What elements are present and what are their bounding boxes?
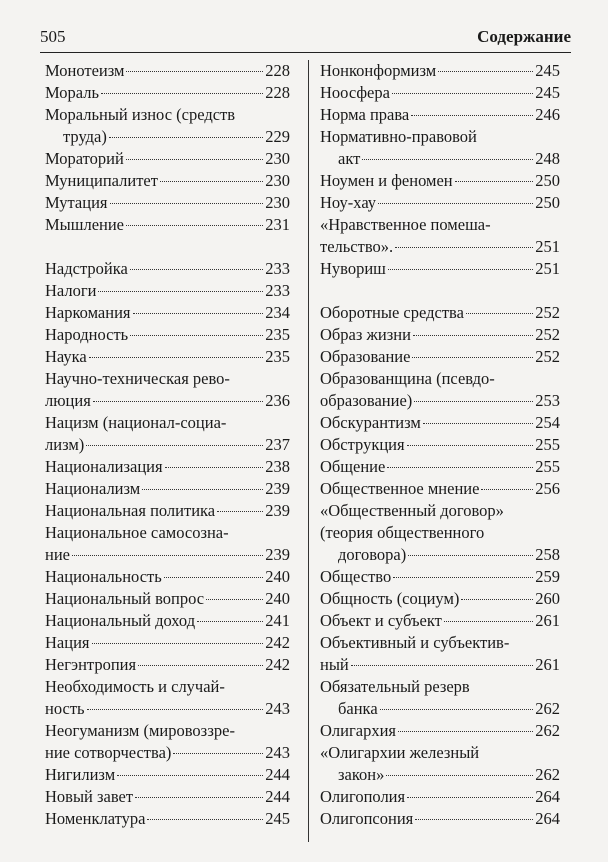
toc-page-number: 248	[535, 149, 560, 168]
toc-page-number: 262	[535, 699, 560, 718]
toc-entry	[45, 720, 290, 764]
dot-leader	[413, 335, 533, 336]
toc-entry-text: банка	[338, 699, 378, 718]
toc-entry	[320, 126, 560, 170]
toc-entry	[45, 764, 290, 786]
toc-entry	[320, 808, 560, 830]
dot-leader	[386, 775, 533, 776]
toc-entry-text: Общество	[320, 567, 392, 586]
toc-entry	[320, 412, 560, 434]
toc-entry-text: Общение	[320, 457, 386, 476]
toc-page-number: 261	[535, 611, 560, 630]
dot-leader	[438, 71, 533, 72]
toc-page-number: 239	[265, 545, 290, 564]
dot-leader	[197, 621, 263, 622]
toc-entry	[45, 786, 290, 808]
toc-entry-text: труда)	[63, 127, 107, 146]
dot-leader	[398, 731, 533, 732]
toc-page-number: 245	[265, 809, 290, 828]
dot-leader	[72, 555, 263, 556]
column-divider	[308, 60, 309, 842]
toc-entry-text: Нацизм (национал-социа-	[45, 413, 227, 432]
toc-entry-text: Образ жизни	[320, 325, 411, 344]
toc-entry-text: Негэнтропия	[45, 655, 137, 674]
toc-entry-text: закон»	[338, 765, 385, 784]
toc-entry-text: Научно-техническая рево-	[45, 369, 230, 388]
dot-leader	[109, 137, 263, 138]
toc-entry	[320, 434, 560, 456]
toc-entry-text: ние	[45, 545, 70, 564]
toc-entry-text: Ноу-хау	[320, 193, 377, 212]
toc-page-number: 241	[265, 611, 290, 630]
toc-entry-text: договора)	[338, 545, 407, 564]
toc-entry-text: Национальная политика	[45, 501, 216, 520]
toc-entry-text: Национальный вопрос	[45, 589, 205, 608]
toc-page-number: 240	[265, 589, 290, 608]
toc-page-number: 237	[265, 435, 290, 454]
toc-entry-text: Новый завет	[45, 787, 134, 806]
toc-entry-text: образование)	[320, 391, 413, 410]
toc-entry	[45, 192, 290, 214]
toc-entry	[45, 104, 290, 148]
toc-entry-text: Национальное самосозна-	[45, 523, 229, 542]
toc-entry	[320, 456, 560, 478]
toc-entry	[45, 302, 290, 324]
toc-page-number: 242	[265, 655, 290, 674]
toc-entry-text: Мутация	[45, 193, 108, 212]
toc-entry	[45, 632, 290, 654]
dot-leader	[173, 753, 263, 754]
toc-entry	[45, 280, 290, 302]
toc-entry-text: Наркомания	[45, 303, 131, 322]
toc-page-number: 250	[535, 193, 560, 212]
toc-entry	[320, 170, 560, 192]
toc-page-number: 261	[535, 655, 560, 674]
toc-page-number: 251	[535, 259, 560, 278]
toc-page-number: 235	[265, 325, 290, 344]
dot-leader	[217, 511, 263, 512]
toc-entry-text: Национализм	[45, 479, 141, 498]
dot-leader	[362, 159, 533, 160]
toc-entry	[320, 742, 560, 786]
dot-leader	[466, 313, 533, 314]
dot-leader	[415, 819, 533, 820]
toc-entry-text: Обязательный резерв	[320, 677, 470, 696]
dot-leader	[407, 797, 533, 798]
toc-entry	[320, 104, 560, 126]
toc-entry	[320, 720, 560, 742]
toc-entry	[320, 324, 560, 346]
toc-page-number: 252	[535, 325, 560, 344]
toc-entry	[45, 610, 290, 632]
dot-leader	[412, 357, 533, 358]
toc-entry-text: Олигополия	[320, 787, 406, 806]
dot-leader	[414, 401, 533, 402]
toc-entry-text: Образованщина (псевдо-	[320, 369, 495, 388]
toc-entry	[45, 324, 290, 346]
toc-entry	[45, 478, 290, 500]
toc-entry	[45, 148, 290, 170]
toc-entry	[320, 500, 560, 566]
toc-entry-text: Необходимость и случай-	[45, 677, 225, 696]
toc-entry	[45, 588, 290, 610]
toc-entry-text: «Олигархии железный	[320, 743, 480, 762]
dot-leader	[110, 203, 264, 204]
toc-page-number: 236	[265, 391, 290, 410]
dot-leader	[130, 269, 263, 270]
toc-entry-text: Норма права	[320, 105, 410, 124]
dot-leader	[408, 555, 533, 556]
toc-entry-text: лизм)	[45, 435, 85, 454]
toc-entry-text: ный	[320, 655, 349, 674]
dot-leader	[387, 467, 533, 468]
header-rule	[40, 52, 571, 53]
toc-entry-text: Обскурантизм	[320, 413, 421, 432]
dot-leader	[126, 159, 263, 160]
toc-entry	[320, 192, 560, 214]
dot-leader	[126, 71, 263, 72]
toc-entry-text: Объект и субъект	[320, 611, 442, 630]
toc-page-number: 255	[535, 457, 560, 476]
toc-entry	[45, 214, 290, 236]
toc-page-number: 246	[535, 105, 560, 124]
dot-leader	[351, 665, 534, 666]
dot-leader	[93, 401, 263, 402]
toc-entry-text: «Нравственное помеша-	[320, 215, 491, 234]
toc-entry-text: Неогуманизм (мировоззре-	[45, 721, 235, 740]
toc-page-number: 231	[265, 215, 290, 234]
toc-entry-text: ние сотворчества)	[45, 743, 172, 762]
dot-leader	[481, 489, 533, 490]
toc-page-number: 262	[535, 721, 560, 740]
toc-entry-text: Общественное мнение	[320, 479, 480, 498]
toc-page-number: 264	[535, 809, 560, 828]
toc-entry-text: Муниципалитет	[45, 171, 158, 190]
toc-entry	[320, 676, 560, 720]
toc-entry-text: люция	[45, 391, 91, 410]
toc-page-number: 254	[535, 413, 560, 432]
toc-page-number: 235	[265, 347, 290, 366]
toc-page-number: 256	[535, 479, 560, 498]
toc-entry	[45, 258, 290, 280]
toc-page-number: 228	[265, 83, 290, 102]
dot-leader	[411, 115, 533, 116]
dot-leader	[92, 643, 264, 644]
toc-entry	[320, 82, 560, 104]
toc-page-number: 244	[265, 787, 290, 806]
dot-leader	[407, 445, 534, 446]
toc-entry	[45, 82, 290, 104]
toc-entry-text: Национальность	[45, 567, 162, 586]
toc-page-number: 244	[265, 765, 290, 784]
toc-page-number: 233	[265, 259, 290, 278]
dot-leader	[142, 489, 263, 490]
toc-entry-text: Номенклатура	[45, 809, 146, 828]
toc-entry-text: Нонконформизм	[320, 61, 437, 80]
toc-page-number: 260	[535, 589, 560, 608]
toc-entry	[45, 412, 290, 456]
toc-entry-text: Олигопсония	[320, 809, 414, 828]
toc-entry-text: Нувориш	[320, 259, 386, 278]
toc-entry-text: Нация	[45, 633, 90, 652]
toc-page-number: 238	[265, 457, 290, 476]
dot-leader	[133, 313, 264, 314]
toc-entry-text: Объективный и субъектив-	[320, 633, 510, 652]
page-number: 505	[40, 27, 66, 46]
toc-entry	[45, 808, 290, 830]
toc-entry	[45, 60, 290, 82]
toc-entry-text: Национальный доход	[45, 611, 196, 630]
toc-page-number: 259	[535, 567, 560, 586]
toc-page-number: 239	[265, 479, 290, 498]
dot-leader	[135, 797, 263, 798]
dot-leader	[86, 445, 263, 446]
toc-page-number: 240	[265, 567, 290, 586]
toc-page-number: 245	[535, 61, 560, 80]
toc-entry-text: Наука	[45, 347, 87, 366]
dot-leader	[101, 93, 263, 94]
running-head: Содержание	[477, 27, 571, 46]
toc-entry	[45, 346, 290, 368]
toc-page-number: 264	[535, 787, 560, 806]
toc-entry-text: Нигилизм	[45, 765, 116, 784]
dot-leader	[164, 577, 263, 578]
toc-page-number: 251	[535, 237, 560, 256]
toc-page-number: 243	[265, 699, 290, 718]
toc-entry	[45, 522, 290, 566]
toc-entry	[320, 610, 560, 632]
toc-entry-text: Надстройка	[45, 259, 128, 278]
dot-leader	[378, 203, 533, 204]
toc-entry	[320, 588, 560, 610]
toc-page-number: 239	[265, 501, 290, 520]
toc-entry-text: Олигархия	[320, 721, 396, 740]
toc-entry-text: «Общественный договор»	[320, 501, 504, 520]
toc-entry-text: ность	[45, 699, 85, 718]
dot-leader	[138, 665, 263, 666]
dot-leader	[206, 599, 263, 600]
dot-leader	[165, 467, 264, 468]
toc-page-number: 242	[265, 633, 290, 652]
toc-entry-text: тельство».	[320, 237, 394, 256]
toc-entry	[45, 676, 290, 720]
toc-entry	[45, 566, 290, 588]
toc-entry	[320, 478, 560, 500]
toc-entry-text: (теория общественного	[320, 523, 485, 542]
toc-page-number: 245	[535, 83, 560, 102]
dot-leader	[130, 335, 263, 336]
dot-leader	[444, 621, 533, 622]
toc-entry	[320, 368, 560, 412]
dot-leader	[423, 423, 533, 424]
toc-entry-text: Мораль	[45, 83, 99, 102]
toc-page-number: 252	[535, 303, 560, 322]
toc-page-number: 250	[535, 171, 560, 190]
toc-page-number: 262	[535, 765, 560, 784]
toc-entry	[320, 214, 560, 258]
toc-entry-text: Национализация	[45, 457, 163, 476]
dot-leader	[392, 93, 533, 94]
toc-entry	[320, 258, 560, 280]
dot-leader	[87, 709, 264, 710]
toc-entry	[320, 786, 560, 808]
toc-entry	[45, 170, 290, 192]
toc-entry-text: Общность (социум)	[320, 589, 460, 608]
toc-entry-text: Монотеизм	[45, 61, 125, 80]
dot-leader	[89, 357, 264, 358]
toc-entry-text: Обструкция	[320, 435, 405, 454]
toc-page-number: 255	[535, 435, 560, 454]
toc-entry-text: Образование	[320, 347, 411, 366]
dot-leader	[160, 181, 263, 182]
toc-page-number: 252	[535, 347, 560, 366]
toc-entry	[45, 368, 290, 412]
dot-leader	[380, 709, 534, 710]
toc-entry-text: акт	[338, 149, 361, 168]
toc-entry	[320, 346, 560, 368]
toc-entry	[320, 632, 560, 676]
toc-page-number: 258	[535, 545, 560, 564]
toc-page-number: 243	[265, 743, 290, 762]
toc-entry	[45, 456, 290, 478]
dot-leader	[461, 599, 533, 600]
toc-page-number: 234	[265, 303, 290, 322]
dot-leader	[455, 181, 534, 182]
toc-entry-text: Нормативно-правовой	[320, 127, 477, 146]
dot-leader	[98, 291, 263, 292]
toc-entry	[320, 302, 560, 324]
toc-entry-text: Народность	[45, 325, 129, 344]
toc-page-number: 233	[265, 281, 290, 300]
toc-entry-text: Ноосфера	[320, 83, 390, 102]
dot-leader	[395, 247, 533, 248]
toc-entry	[45, 654, 290, 676]
toc-page-number: 230	[265, 149, 290, 168]
dot-leader	[147, 819, 263, 820]
toc-page-number: 229	[265, 127, 290, 146]
toc-entry	[320, 60, 560, 82]
toc-entry-text: Оборотные средства	[320, 303, 464, 322]
toc-entry	[320, 566, 560, 588]
toc-page-number: 253	[535, 391, 560, 410]
toc-entry-text: Моральный износ (средств	[45, 105, 236, 124]
toc-entry-text: Ноумен и феномен	[320, 171, 453, 190]
dot-leader	[126, 225, 263, 226]
dot-leader	[393, 577, 533, 578]
toc-page-number: 228	[265, 61, 290, 80]
dot-leader	[388, 269, 533, 270]
toc-entry-text: Мышление	[45, 215, 125, 234]
dot-leader	[117, 775, 263, 776]
toc-page-number: 230	[265, 171, 290, 190]
toc-entry	[45, 500, 290, 522]
toc-entry-text: Мораторий	[45, 149, 124, 168]
toc-page-number: 230	[265, 193, 290, 212]
toc-entry-text: Налоги	[45, 281, 97, 300]
